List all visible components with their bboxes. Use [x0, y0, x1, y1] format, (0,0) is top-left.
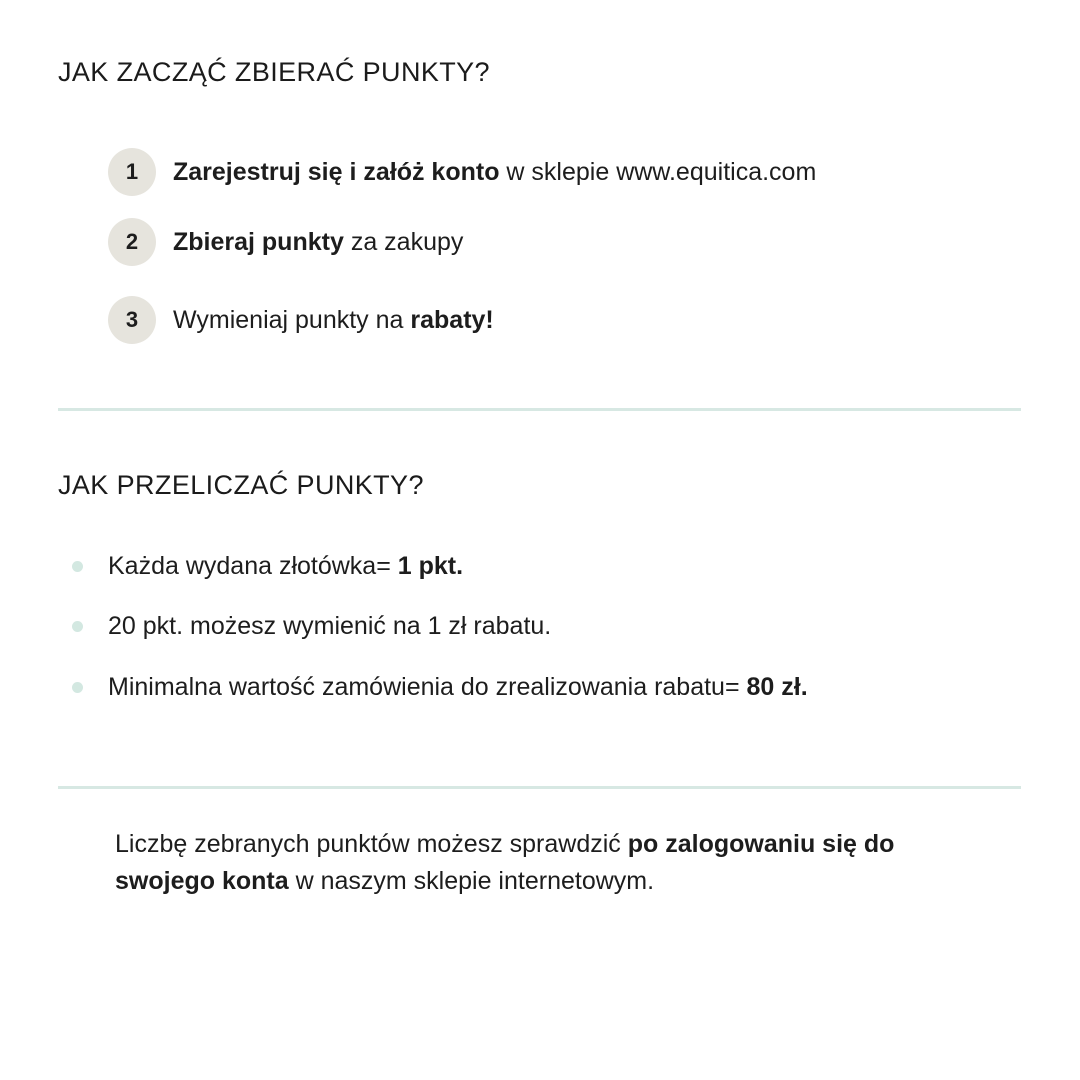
step-text: [173, 158, 816, 187]
bullet-dot-icon: [72, 621, 83, 632]
step-bold-text: rabaty!: [410, 305, 494, 334]
bullet-bold-text: 80 zł.: [746, 672, 808, 701]
step-number-badge: 2: [108, 218, 156, 266]
bullet-bold-text: 1 pkt.: [397, 551, 464, 580]
bullet-item-1: [72, 549, 463, 583]
bullet-text: [108, 673, 808, 702]
bullet-dot-icon: [72, 682, 83, 693]
step-item-3: [108, 296, 494, 344]
footer-post-text: w naszym sklepie internetowym.: [288, 867, 655, 895]
step-number-badge: 1: [108, 148, 156, 196]
section-title-collect: JAK ZACZĄĆ ZBIERAĆ PUNKTY?: [58, 57, 490, 87]
bullet-pre-text: 20 pkt. możesz wymienić na 1 zł rabatu.: [108, 611, 552, 640]
step-bold-text: Zbieraj punkty: [173, 227, 344, 256]
step-rest-text: w sklepie www.equitica.com: [499, 157, 817, 186]
step-item-1: [108, 148, 816, 196]
footer-pre-text: Liczbę zebranych punktów możesz sprawdzić: [115, 830, 628, 858]
step-bold-text: Zarejestruj się i załóż konto: [173, 157, 500, 186]
step-number-badge: 3: [108, 296, 156, 344]
footer-note: [115, 826, 975, 900]
step-text: [173, 228, 463, 257]
bullet-item-2: [72, 609, 551, 643]
footer-bold-text: po zalogowaniu się do swojego konta: [115, 830, 895, 895]
section-divider: [58, 408, 1021, 411]
bullet-pre-text: Minimalna wartość zamówienia do zrealizowania rabatu=: [108, 672, 747, 701]
bullet-text: [108, 612, 551, 641]
step-item-2: [108, 218, 463, 266]
bullet-text: [108, 552, 463, 581]
section-divider: [58, 786, 1021, 789]
section-title-convert: JAK PRZELICZAĆ PUNKTY?: [58, 470, 424, 500]
bullet-pre-text: Każda wydana złotówka=: [108, 551, 398, 580]
step-pre-text: Wymieniaj punkty na: [173, 305, 411, 334]
step-text: [173, 306, 494, 335]
bullet-item-3: [72, 670, 808, 704]
bullet-dot-icon: [72, 561, 83, 572]
step-rest-text: za zakupy: [343, 227, 464, 256]
